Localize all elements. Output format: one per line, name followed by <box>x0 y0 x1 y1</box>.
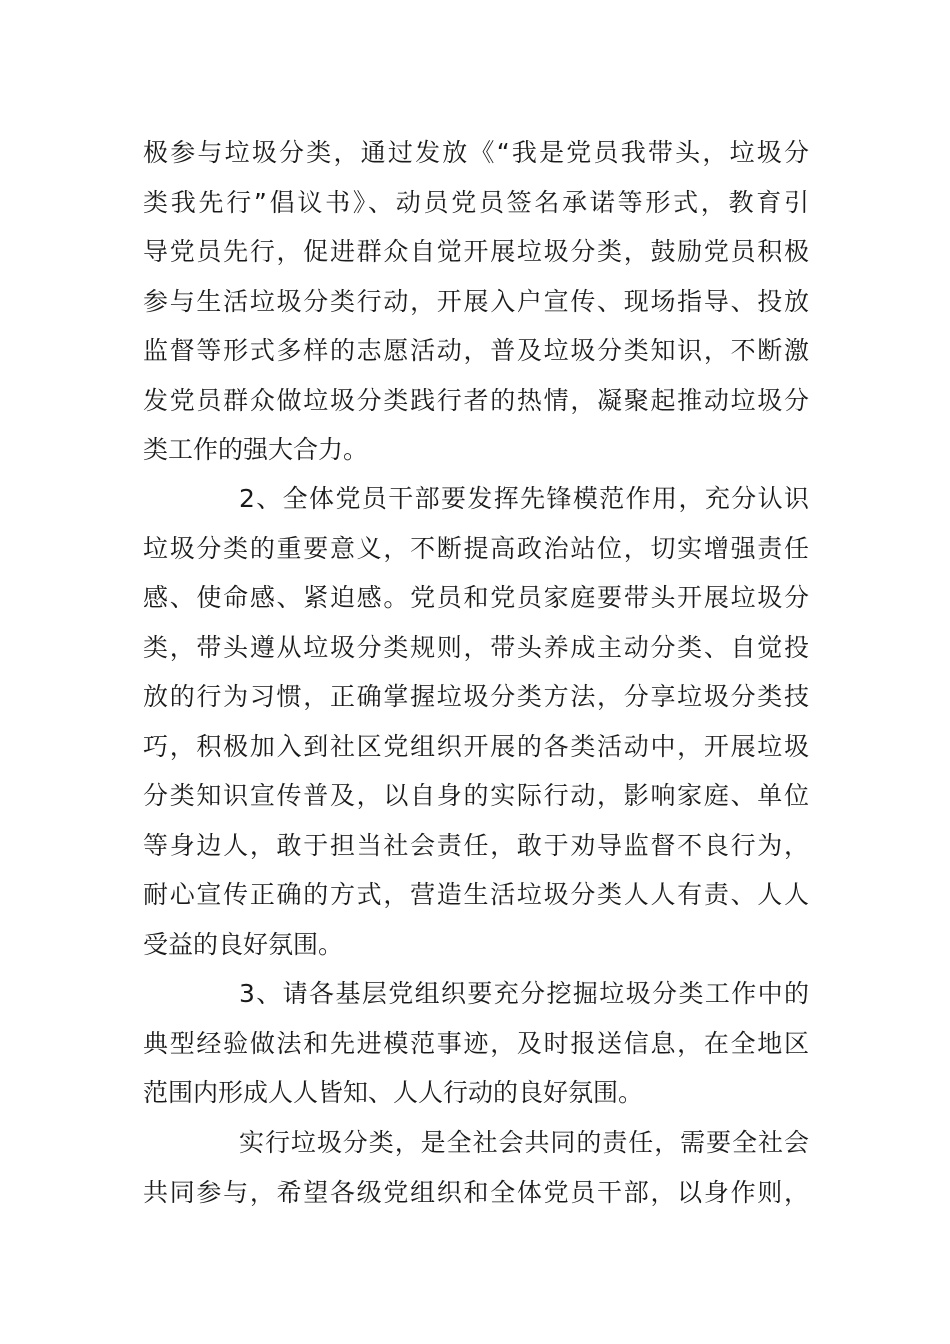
paragraph-2-line: 感、使命感、紧迫感。党员和党员家庭要带头开展垃圾分 <box>143 583 809 612</box>
paragraph-3-line: 3、请各基层党组织要充分挖掘垃圾分类工作中的 <box>239 979 809 1008</box>
paragraph-4-line: 共同参与，希望各级党组织和全体党员干部，以身作则， <box>143 1177 809 1207</box>
paragraph-1-line: 发党员群众做垃圾分类践行者的热情，凝聚起推动垃圾分 <box>143 385 809 415</box>
paragraph-2-line: 巧，积极加入到社区党组织开展的各类活动中，开展垃圾 <box>143 731 809 761</box>
paragraph-2-line: 类，带头遵从垃圾分类规则，带头养成主动分类、自觉投 <box>143 632 809 662</box>
paragraph-2-line: 耐心宣传正确的方式，营造生活垃圾分类人人有责、人人 <box>143 880 809 909</box>
paragraph-1-line: 参与生活垃圾分类行动，开展入户宣传、现场指导、投放 <box>143 286 809 316</box>
paragraph-1-line: 类工作的强大合力。 <box>143 435 369 464</box>
paragraph-1 <box>143 128 809 475</box>
paragraph-3-line: 范围内形成人人皆知、人人行动的良好氛围。 <box>143 1078 644 1107</box>
paragraph-3-line: 典型经验做法和先进模范事迹，及时报送信息，在全地区 <box>143 1028 809 1058</box>
paragraph-2-line: 放的行为习惯，正确掌握垃圾分类方法，分享垃圾分类技 <box>143 682 809 711</box>
paragraph-1-line: 监督等形式多样的志愿活动，普及垃圾分类知识，不断激 <box>143 336 809 365</box>
paragraph-2-line: 等身边人，敢于担当社会责任，敢于劝导监督不良行为， <box>143 830 809 860</box>
paragraph-2-line: 垃圾分类的重要意义，不断提高政治站位，切实增强责任 <box>143 533 809 563</box>
paragraph-3 <box>143 969 809 1118</box>
paragraph-1-line: 类我先行”倡议书》、动员党员签名承诺等形式，教育引 <box>143 187 809 217</box>
paragraph-2-line: 分类知识宣传普及，以自身的实际行动，影响家庭、单位 <box>143 781 809 810</box>
paragraph-2-line: 受益的良好氛围。 <box>143 929 344 959</box>
paragraph-2-line: 2、全体党员干部要发挥先锋模范作用，充分认识 <box>239 484 809 513</box>
paragraph-4-line: 实行垃圾分类，是全社会共同的责任，需要全社会 <box>239 1128 809 1157</box>
paragraph-4 <box>143 1118 809 1217</box>
paragraph-2 <box>143 474 809 969</box>
paragraph-1-line: 极参与垃圾分类，通过发放《“我是党员我带头，垃圾分 <box>143 138 809 167</box>
paragraph-1-line: 导党员先行，促进群众自觉开展垃圾分类，鼓励党员积极 <box>143 237 809 266</box>
